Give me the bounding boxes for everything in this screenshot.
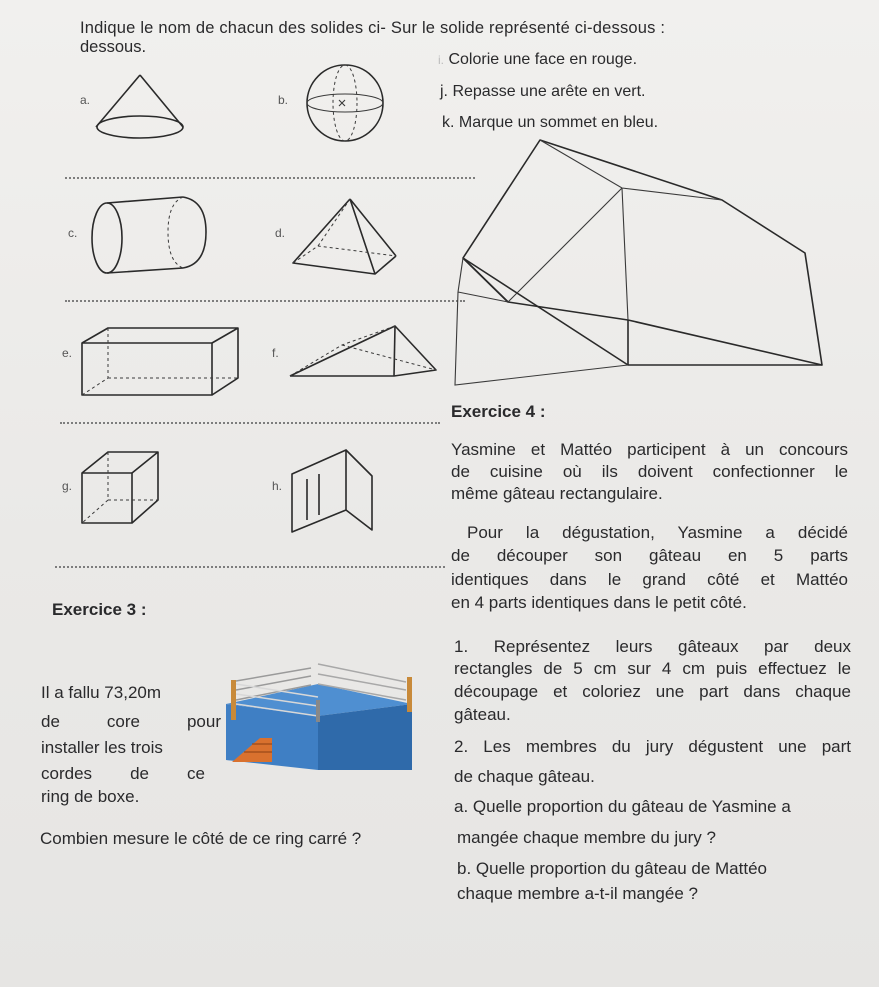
- instruction-i-marker: i.: [438, 53, 444, 67]
- ex3-line5: ring de boxe.: [41, 787, 140, 806]
- ex4-qb-line1: b. Quelle proportion du gâteau de Mattéo: [457, 859, 767, 878]
- ex3-line3: installer les trois: [41, 738, 163, 757]
- ex4-p2-line1: Pour la dégustation, Yasmine a décidé: [467, 523, 848, 542]
- solid-label-e: e.: [62, 346, 73, 360]
- pentagonal-prism-figure: [455, 140, 822, 385]
- ex4-q2-line1: 2. Les membres du jury dégustent une part: [454, 737, 851, 756]
- ex4-p2-line3: identiques dans le grand côté et Mattéo: [451, 570, 848, 589]
- ex4-qa-line1: a. Quelle proportion du gâteau de Yasmine a: [454, 797, 791, 816]
- intro-line-1: Indique le nom de chacun des solides ci- Sur le solide représenté ci-dessous :: [80, 19, 666, 37]
- ex3-line1: Il a fallu 73,20m: [41, 683, 162, 702]
- solid-label-f: f.: [272, 346, 279, 360]
- ex4-q1-line2: rectangles de 5 cm sur 4 cm puis effectuez le: [454, 659, 851, 678]
- ex4-q1-line1: 1. Représentez leurs gâteaux par deux: [454, 637, 851, 656]
- exercise4-title: Exercice 4 :: [451, 402, 546, 421]
- intro-line-2: dessous.: [80, 38, 147, 56]
- ex4-p1-line1: Yasmine et Mattéo participent à un concours: [451, 440, 848, 459]
- triangular-prism-figure: [290, 326, 436, 376]
- solid-label-b: b.: [278, 93, 289, 107]
- ex3-line2: de core pour: [41, 712, 221, 731]
- cone-figure: [96, 75, 183, 138]
- sphere-figure: [307, 65, 383, 141]
- ex4-p1-line2: de cuisine où ils doivent confectionner le: [451, 462, 848, 481]
- ex4-p2-line4: en 4 parts identiques dans le petit côté.: [451, 593, 747, 612]
- pyramid-figure: [293, 199, 396, 274]
- ex4-q1-line4: gâteau.: [454, 705, 511, 724]
- ex3-question: Combien mesure le côté de ce ring carré ?: [40, 829, 362, 848]
- ex4-qa-line2: mangée chaque membre du jury ?: [457, 828, 716, 847]
- box-figure: [82, 328, 238, 395]
- instruction-k: k. Marque un sommet en bleu.: [442, 114, 659, 131]
- instruction-i-text: Colorie une face en rouge.: [448, 51, 638, 68]
- exercise3-title: Exercice 3 :: [52, 600, 147, 619]
- ex4-q1-line3: découpage et coloriez une part dans chaque: [454, 682, 851, 701]
- solid-label-c: c.: [68, 226, 78, 240]
- cylinder-figure: [92, 197, 206, 273]
- solid-label-d: d.: [275, 226, 286, 240]
- instruction-j: j. Repasse une arête en vert.: [440, 83, 646, 100]
- ex4-p1-line3: même gâteau rectangulaire.: [451, 484, 663, 503]
- boxing-ring-figure: [226, 664, 412, 770]
- solid-label-h: h.: [272, 479, 283, 493]
- solid-label-g: g.: [62, 479, 73, 493]
- ex4-q2-line2: de chaque gâteau.: [454, 767, 595, 786]
- ex4-p2-line2: de découper son gâteau en 5 parts: [451, 546, 848, 565]
- open-prism-figure: [292, 450, 372, 532]
- solid-label-a: a.: [80, 93, 91, 107]
- cube-figure: [82, 452, 158, 523]
- ex3-line4: cordes de ce: [41, 764, 205, 783]
- ex4-qb-line2: chaque membre a-t-il mangée ?: [457, 884, 698, 903]
